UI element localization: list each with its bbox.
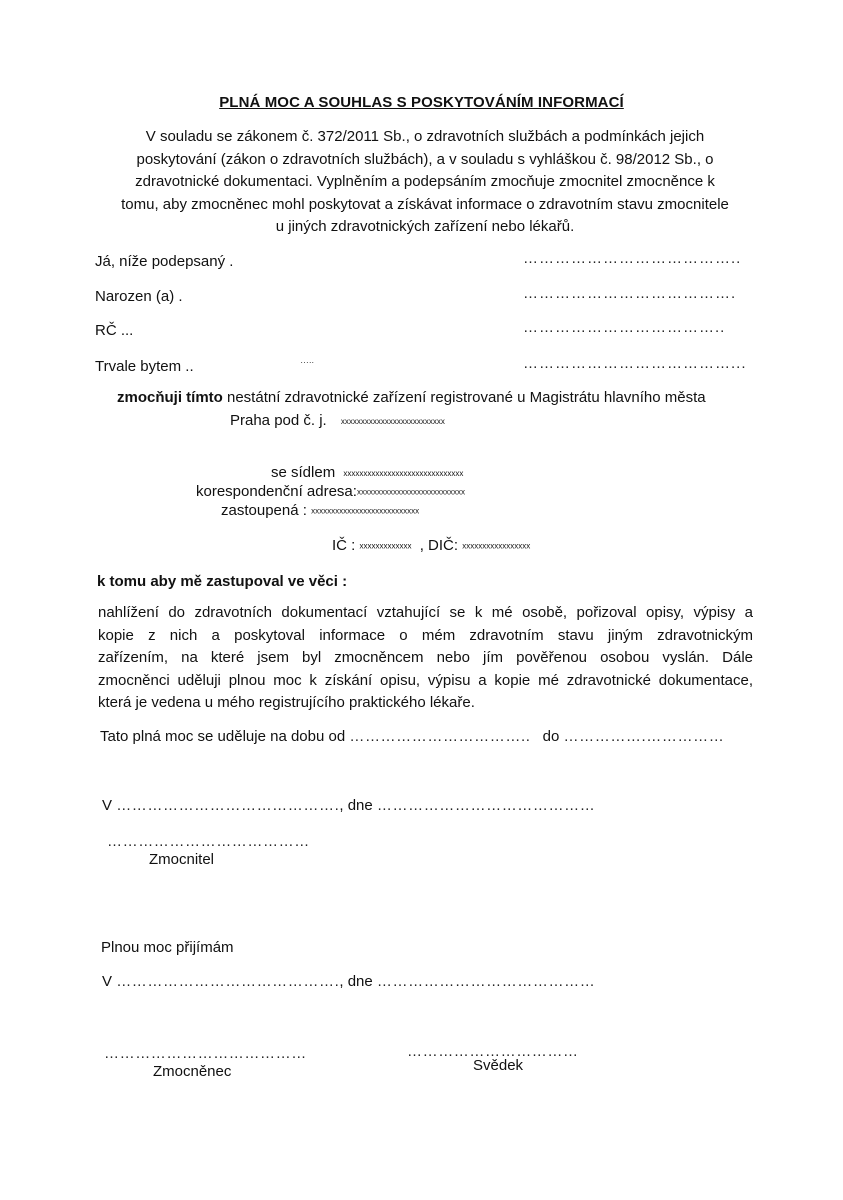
dic-label: , DIČ: (419, 537, 459, 554)
intro-line: u jiných zdravotnických zařízení nebo lékařů. (275, 218, 575, 235)
date-label: , dne (339, 797, 373, 814)
correspondence-value: xxxxxxxxxxxxxxxxxxxxxxxxxxx (356, 487, 465, 497)
authorize-line (117, 389, 706, 406)
ids-line (332, 537, 530, 554)
field-label-address: Trvale bytem .. (95, 358, 194, 375)
attorney-signature-dots[interactable]: ………………………………… (104, 1045, 307, 1062)
matter-line: zařízením, na které jsem byl zmocněncem nebo jím pověřenou osobou vyslán. Dále (98, 649, 753, 666)
authorize-line-2 (230, 412, 445, 429)
date-dots[interactable]: …………………………………… (376, 797, 596, 814)
field-label-born: Narozen (a) . (95, 288, 183, 305)
authorize-bold: zmocňuji tímto (117, 389, 223, 406)
document-title: PLNÁ MOC A SOUHLAS S POSKYTOVÁNÍM INFORMACÍ (219, 94, 624, 111)
date-dots[interactable]: …………………………………… (376, 973, 596, 990)
field-dots-name[interactable]: ………………………………….. (523, 250, 742, 267)
intro-line: poskytování (zákon o zdravotních službách), a v souladu s vyhláškou č. 98/2012 Sb., o (136, 150, 714, 168)
seat-value: xxxxxxxxxxxxxxxxxxxxxxxxxxxxxx (343, 468, 464, 478)
registration-value: xxxxxxxxxxxxxxxxxxxxxxxxxx (340, 416, 445, 426)
matter-line: která je vedena u mého registrujícího praktického lékaře. (98, 694, 475, 711)
represented-value: xxxxxxxxxxxxxxxxxxxxxxxxxxx (311, 506, 420, 516)
duration-to-dots[interactable]: …………….…………… (563, 728, 725, 745)
matter-paragraph (98, 602, 753, 715)
intro-line: zdravotnické dokumentaci. Vyplněním a podepsáním zmocňuje zmocnitel zmocněnce k (135, 173, 715, 190)
matter-line: kopie z nich a poskytoval informace o mém zdravotním stavu jiným zdravotnickým (98, 626, 753, 644)
place-dots[interactable]: ……………………………………. (116, 797, 340, 814)
authorize-text: nestátní zdravotnické zařízení registrované u Magistrátu hlavního města (222, 389, 706, 406)
field-mid-dots-address: ….. (300, 355, 315, 365)
matter-line: zmocněnci uděluji plnou moc k získání opisu, výpisu a kopie mé zdravotnické dokumentace, (98, 671, 753, 689)
place-label: V (102, 973, 113, 990)
intro-paragraph (90, 126, 760, 239)
correspondence-line (196, 483, 465, 500)
witness-signature-label: Svědek (473, 1057, 524, 1074)
duration-line (100, 728, 724, 745)
intro-line: tomu, aby zmocněnec mohl poskytovat a získávat informace o zdravotním stavu zmocnitele (121, 195, 729, 213)
registration-label: Praha pod č. j. (230, 412, 327, 429)
duration-to-label: do (542, 728, 560, 745)
ic-label: IČ : (332, 537, 356, 554)
dic-value: xxxxxxxxxxxxxxxxx (462, 541, 531, 551)
duration-from-dots[interactable]: …………………………….. (349, 728, 531, 745)
place-date-line-1 (102, 797, 595, 814)
date-label: , dne (339, 973, 373, 990)
accept-label: Plnou moc přijímám (101, 939, 234, 956)
field-dots-address[interactable]: …………………………………... (523, 355, 747, 372)
seat-label: se sídlem (271, 464, 336, 481)
represented-line (221, 502, 419, 519)
place-date-line-2 (102, 973, 595, 990)
field-dots-born[interactable]: …………………………………. (523, 285, 737, 302)
matter-heading: k tomu aby mě zastupoval ve věci : (97, 573, 348, 590)
field-dots-rc[interactable]: ……………………………….. (523, 319, 726, 336)
grantor-signature-dots[interactable]: ………………………………… (107, 833, 310, 850)
place-label: V (102, 797, 113, 814)
matter-line: nahlížení do zdravotních dokumentací vztahující se k mé osobě, pořizoval opisy, výpisy a (98, 604, 753, 621)
grantor-signature-label: Zmocnitel (149, 851, 215, 868)
place-dots[interactable]: ……………………………………. (116, 973, 340, 990)
represented-label: zastoupená : (221, 502, 307, 519)
field-label-rc: RČ ... (95, 322, 134, 339)
field-label-name: Já, níže podepsaný . (95, 253, 234, 270)
attorney-signature-label: Zmocněnec (153, 1063, 232, 1080)
intro-line: V souladu se zákonem č. 372/2011 Sb., o zdravotních službách a podmínkách jejich (145, 128, 705, 145)
witness-signature-dots[interactable]: …………………………… (407, 1043, 579, 1060)
seat-line (271, 464, 463, 481)
ic-value: xxxxxxxxxxxxx (359, 541, 412, 551)
duration-label: Tato plná moc se uděluje na dobu od (100, 728, 346, 745)
correspondence-label: korespondenční adresa: (196, 483, 357, 500)
